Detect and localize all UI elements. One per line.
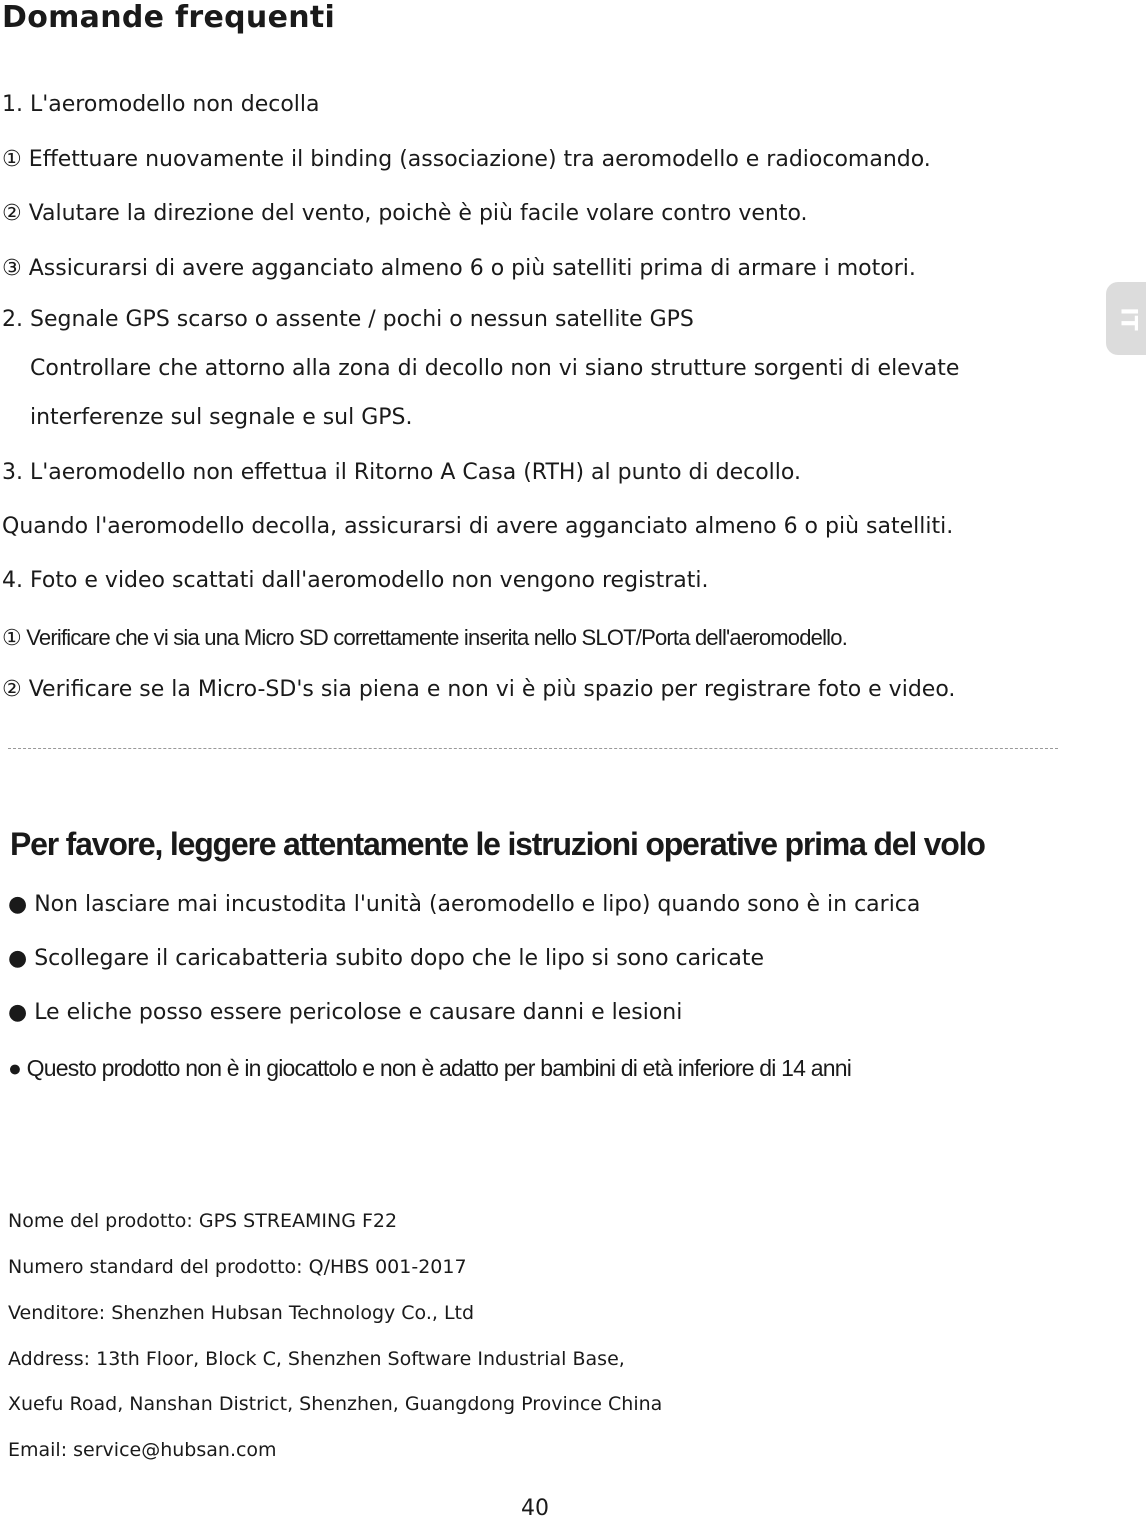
faq-answer-1-2: ② Valutare la direzione del vento, poichè è più facile volare contro vento. [2, 201, 808, 226]
product-address-line-2: Xuefu Road, Nanshan District, Shenzhen, Guangdong Province China [8, 1393, 663, 1415]
faq-answer-2-line-2: interferenze sul segnale e sul GPS. [30, 405, 413, 430]
safety-item: ● Scollegare il caricabatteria subito dopo che le lipo si sono caricate [8, 946, 765, 971]
faq-question-4: 4. Foto e video scattati dall'aeromodello non vengono registrati. [2, 568, 709, 593]
safety-item: ● Non lasciare mai incustodita l'unità (aeromodello e lipo) quando sono è in carica [8, 892, 921, 917]
section-divider [8, 748, 1058, 749]
product-name: Nome del prodotto: GPS STREAMING F22 [8, 1210, 398, 1232]
product-standard: Numero standard del prodotto: Q/HBS 001-2017 [8, 1256, 467, 1278]
faq-question-2: 2. Segnale GPS scarso o assente / pochi o nessun satellite GPS [2, 307, 694, 332]
faq-answer-1-1: ① Effettuare nuovamente il binding (associazione) tra aeromodello e radiocomando. [2, 147, 931, 172]
product-seller: Venditore: Shenzhen Hubsan Technology Co., Ltd [8, 1302, 475, 1324]
faq-answer-1-3: ③ Assicurarsi di avere agganciato almeno 6 o più satelliti prima di armare i motori. [2, 256, 916, 281]
faq-answer-3: Quando l'aeromodello decolla, assicurarsi di avere agganciato almeno 6 o più satelliti. [2, 514, 954, 539]
product-address-line-1: Address: 13th Floor, Block C, Shenzhen Software Industrial Base, [8, 1348, 625, 1370]
language-tab-label: IT [1115, 306, 1141, 331]
safety-item: ● Questo prodotto non è in giocattolo e non è adatto per bambini di età inferiore di 14 anni [8, 1055, 852, 1081]
safety-heading: Per favore, leggere attentamente le istruzioni operative prima del volo [10, 826, 985, 862]
faq-question-1: 1. L'aeromodello non decolla [2, 92, 320, 117]
product-email: Email: service@hubsan.com [8, 1439, 277, 1461]
page-title: Domande frequenti [2, 0, 336, 35]
language-tab [1106, 282, 1146, 355]
faq-answer-4-2: ② Verificare se la Micro-SD's sia piena e non vi è più spazio per registrare foto e video. [2, 677, 956, 702]
safety-item: ● Le eliche posso essere pericolose e causare danni e lesioni [8, 1000, 683, 1025]
faq-answer-4-1: ① Verificare che vi sia una Micro SD correttamente inserita nello SLOT/Porta dell'aeromodello. [2, 625, 848, 650]
faq-question-3: 3. L'aeromodello non effettua il Ritorno A Casa (RTH) al punto di decollo. [2, 460, 801, 485]
faq-answer-2-line-1: Controllare che attorno alla zona di decollo non vi siano strutture sorgenti di elevate [30, 356, 960, 381]
page-number: 40 [521, 1496, 549, 1521]
